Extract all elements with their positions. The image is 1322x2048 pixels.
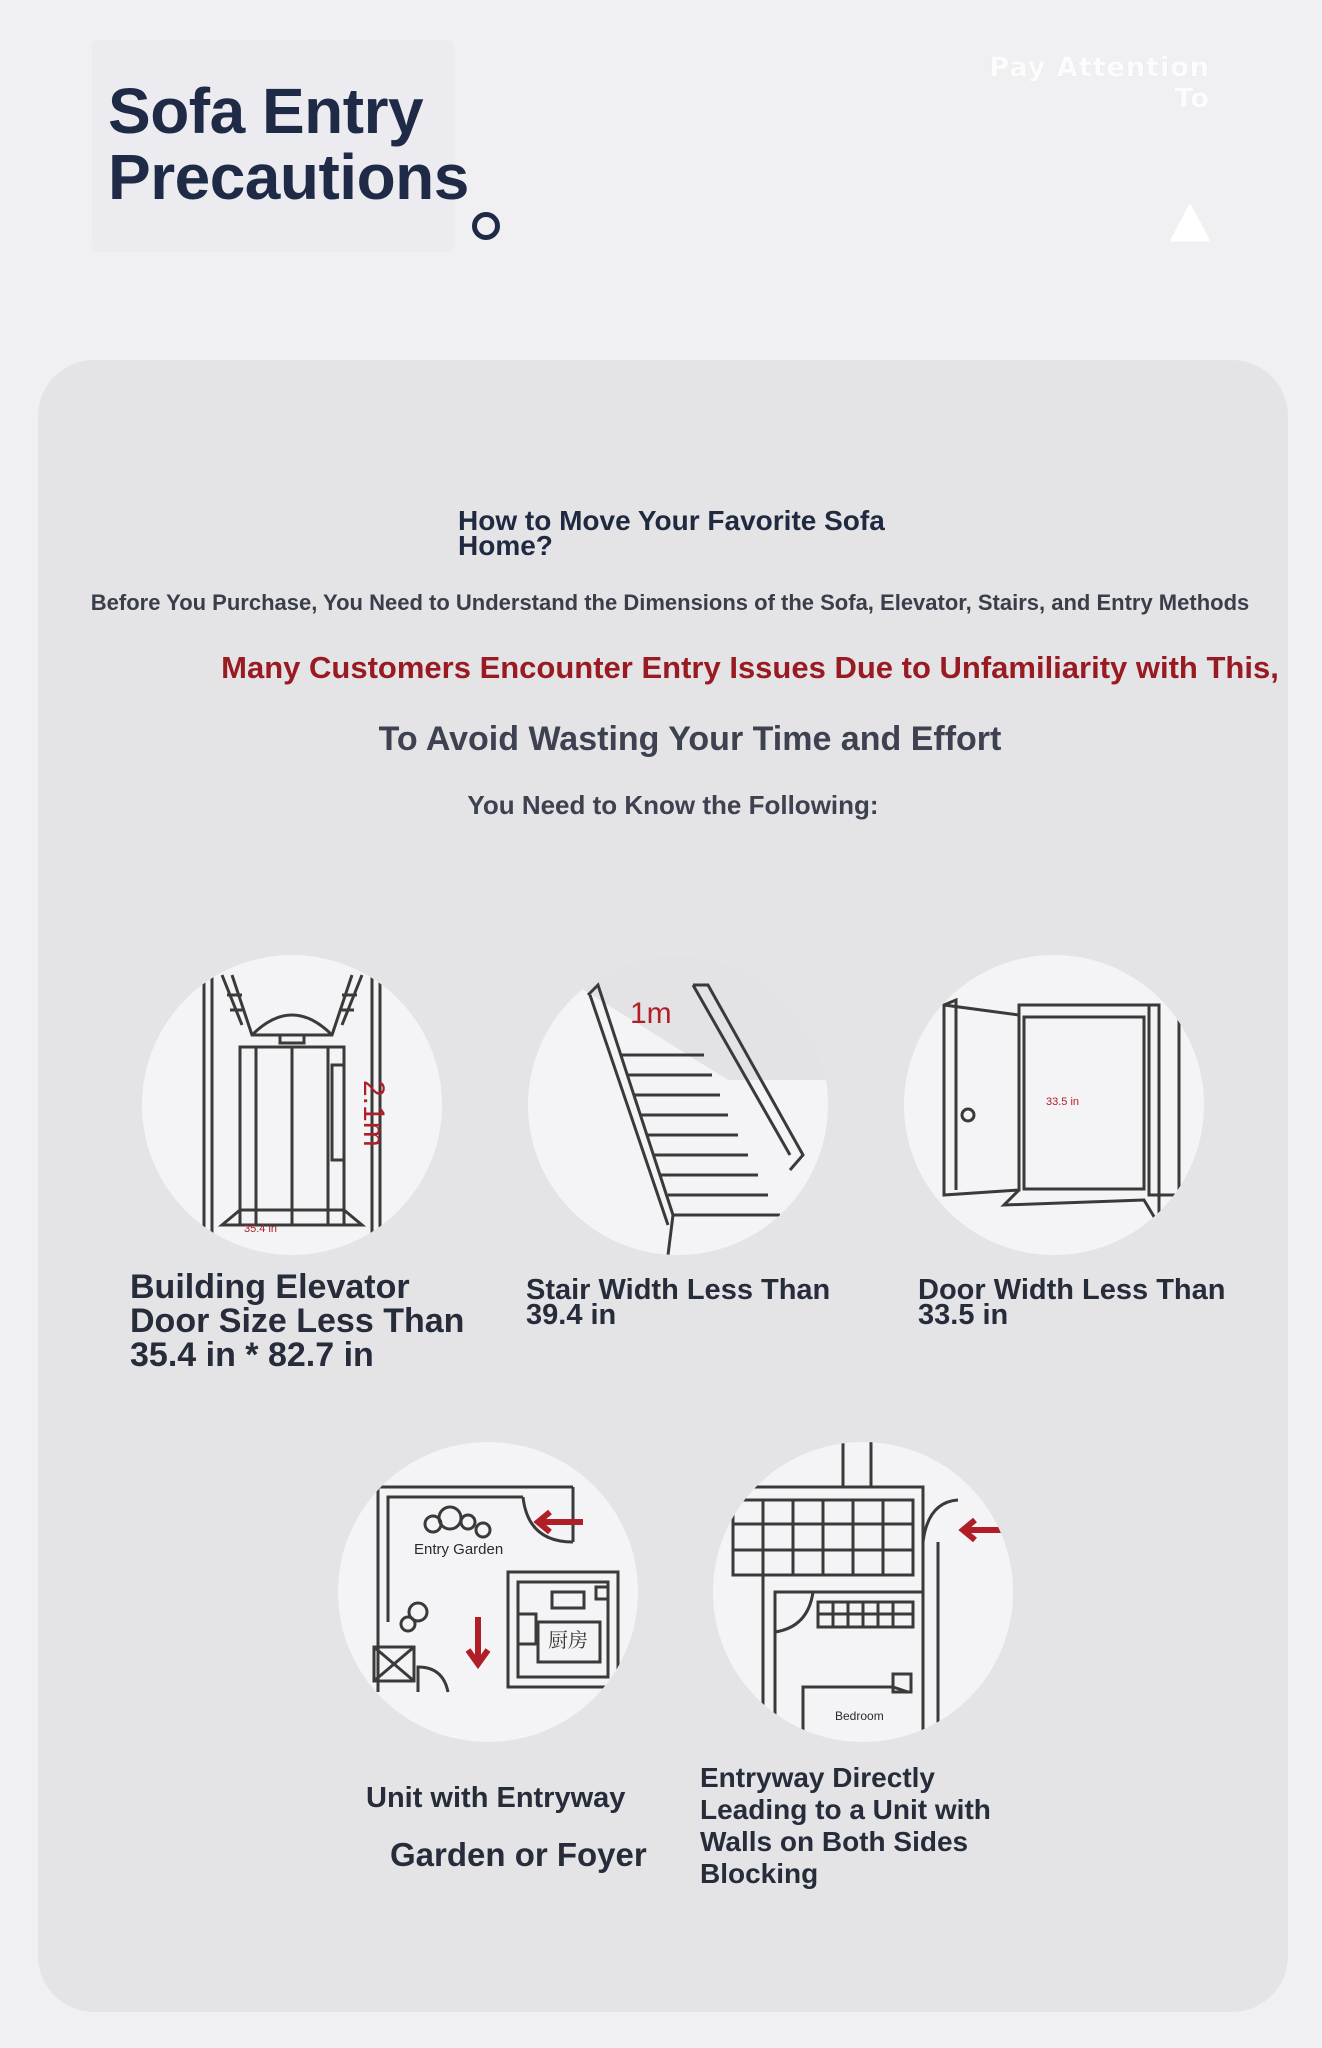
kitchen-label: 厨房 (548, 1628, 588, 1652)
intro-before: Before You Purchase, You Need to Understand the Dimensions of the Sofa, Elevator, Stairs, and Entry Methods (90, 590, 1250, 615)
intro-warning: Many Customers Encounter Entry Issues Due to Unfamiliarity with This, (221, 650, 1279, 685)
garden-label: Entry Garden (414, 1541, 504, 1558)
elevator-caption: Building Elevator Door Size Less Than 35.4 in * 82.7 in (130, 1268, 465, 1374)
stairs-width-label: 1m (630, 997, 672, 1030)
door-illustration (904, 955, 1204, 1255)
elevator-illustration (142, 955, 442, 1255)
stairs-illustration (528, 955, 828, 1255)
page-title: Sofa Entry Precautions (108, 75, 469, 213)
garden-caption-line2: Garden or Foyer (390, 1836, 647, 1873)
attention-badge: Pay Attention To (989, 52, 1210, 114)
ring-icon (472, 212, 500, 240)
intro-question: How to Move Your Favorite Sofa Home? (458, 505, 885, 561)
garden-floorplan-illustration (338, 1442, 638, 1742)
elevator-width-label: 35.4 in (244, 1223, 278, 1235)
entryway-caption: Entryway Directly Leading to a Unit with Walls on Both Sides Blocking (700, 1762, 991, 1889)
intro-avoid: To Avoid Wasting Your Time and Effort (378, 720, 1002, 758)
garden-caption-line1: Unit with Entryway (366, 1782, 626, 1814)
elevator-height-label: 2.1m (357, 1080, 390, 1147)
door-width-label: 33.5 in (1046, 1096, 1080, 1108)
bedroom-label: Bedroom (835, 1709, 884, 1723)
intro-need: You Need to Know the Following: (467, 790, 879, 820)
stairs-caption: Stair Width Less Than 39.4 in (526, 1274, 831, 1331)
entryway-floorplan-illustration (713, 1442, 1013, 1742)
warning-triangle-icon (1170, 204, 1210, 242)
door-caption: Door Width Less Than 33.5 in (918, 1274, 1226, 1331)
